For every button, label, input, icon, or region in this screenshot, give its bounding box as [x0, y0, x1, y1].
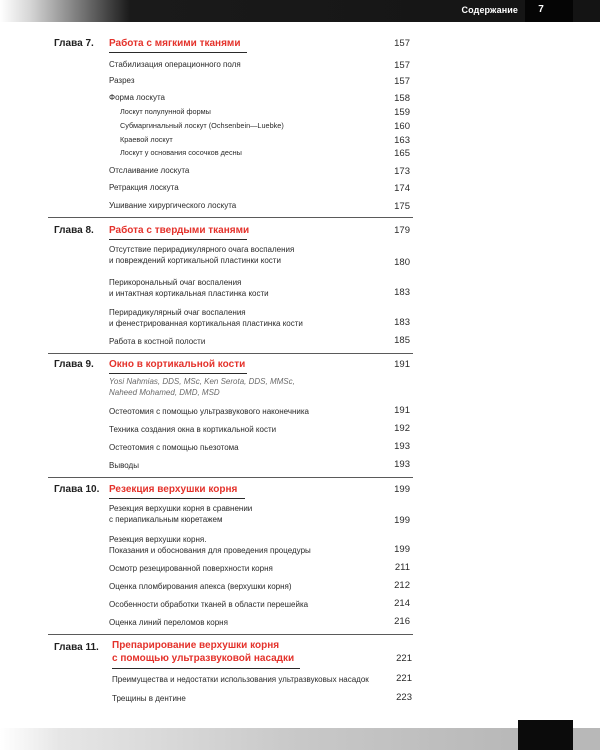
toc-entry[interactable] — [0, 245, 600, 271]
page-ref: 157 — [394, 38, 410, 49]
chapter-label: Глава 7. — [54, 38, 94, 49]
entry-text: Техника создания окна в кортикальной кости — [109, 425, 277, 434]
entry-text: Остеотомия с помощью пьезотома — [109, 443, 239, 452]
page-ref: 165 — [394, 148, 410, 159]
toc-entry[interactable] — [0, 692, 600, 706]
entry-text-line: и повреждений кортикальной пластинки кости — [109, 256, 281, 265]
toc-entry[interactable] — [0, 405, 600, 419]
toc-subentry[interactable] — [0, 135, 600, 149]
toc-entry[interactable] — [0, 504, 600, 530]
toc-entry[interactable] — [0, 535, 600, 561]
toc-entry[interactable] — [0, 616, 600, 630]
page-ref: 199 — [394, 544, 410, 555]
title-underline — [109, 373, 247, 374]
toc-entry[interactable] — [0, 673, 600, 687]
page-ref: 221 — [396, 653, 412, 664]
page-ref: 199 — [394, 515, 410, 526]
page-ref: 180 — [394, 257, 410, 268]
chapter-title: Работа с твердыми тканями — [109, 225, 250, 236]
page-ref: 193 — [394, 441, 410, 452]
footer-page-tab — [518, 720, 573, 750]
chapter-label: Глава 9. — [54, 359, 94, 370]
page-ref: 212 — [394, 580, 410, 591]
page-ref: 179 — [394, 225, 410, 236]
page-ref: 216 — [394, 616, 410, 627]
entry-text: Работа в костной полости — [109, 337, 206, 346]
entry-text: Форма лоскута — [109, 93, 165, 102]
section-label: Содержание — [461, 5, 518, 15]
chapter-title-line: с помощью ультразвуковой насадки — [112, 653, 295, 664]
chapter-label: Глава 10. — [54, 484, 100, 495]
chapter-label: Глава 11. — [54, 642, 99, 653]
footer-bar — [0, 728, 600, 750]
entry-text: Трещины в дентине — [112, 694, 186, 703]
chapter-divider — [48, 634, 413, 635]
entry-text-line: и фенестрированная кортикальная пластинка кости — [109, 319, 303, 328]
page-ref: 173 — [394, 166, 410, 177]
toc-entry[interactable] — [0, 308, 600, 334]
entry-text: Оценка линий переломов корня — [109, 618, 228, 627]
toc-entry[interactable] — [0, 459, 600, 473]
author-line: Naheed Mohamed, DMD, MSD — [109, 388, 220, 397]
chapter-divider — [48, 477, 413, 478]
toc-entry[interactable] — [0, 441, 600, 455]
chapter-heading[interactable] — [0, 38, 600, 52]
title-underline — [112, 668, 300, 669]
page-ref: 199 — [394, 484, 410, 495]
entry-text: Выводы — [109, 461, 139, 470]
entry-text: Субмаргинальный лоскут (Ochsenbein—Luebke) — [120, 121, 284, 130]
page-ref: 175 — [394, 201, 410, 212]
entry-text: Особенности обработки тканей в области перешейка — [109, 600, 309, 609]
entry-text: Лоскут полулунной формы — [120, 107, 211, 116]
page-ref: 157 — [394, 76, 410, 87]
entry-text: Ушивание хирургического лоскута — [109, 201, 237, 210]
entry-text: Оценка пломбирования апекса (верхушки корня) — [109, 582, 292, 591]
header-bar — [0, 0, 600, 22]
entry-text: Стабилизация операционного поля — [109, 60, 241, 69]
page-ref: 174 — [394, 183, 410, 194]
page-ref: 193 — [394, 459, 410, 470]
chapter-divider — [48, 217, 413, 218]
entry-text-line: Показания и обоснования для проведения процедуры — [109, 546, 311, 555]
toc-entry[interactable] — [0, 76, 600, 90]
toc-entry[interactable] — [0, 166, 600, 180]
chapter-title: Резекция верхушки корня — [109, 484, 238, 495]
entry-text: Ретракция лоскута — [109, 183, 179, 192]
entry-text: Преимущества и недостатки использования ультразвуковых насадок — [112, 675, 369, 684]
chapter-divider — [48, 353, 413, 354]
chapter-title: Окно в кортикальной кости — [109, 359, 246, 370]
title-underline — [109, 498, 245, 499]
toc-subentry[interactable] — [0, 148, 600, 162]
entry-text: Остеотомия с помощью ультразвукового наконечника — [109, 407, 309, 416]
page-ref: 191 — [394, 405, 410, 416]
toc-entry[interactable] — [0, 93, 600, 107]
toc-entry[interactable] — [0, 562, 600, 576]
entry-text-line: Резекция верхушки корня в сравнении — [109, 504, 253, 513]
entry-text-line: Резекция верхушки корня. — [109, 535, 207, 544]
page-ref: 158 — [394, 93, 410, 104]
page-ref: 159 — [394, 107, 410, 118]
chapter-heading[interactable] — [0, 640, 600, 670]
page-ref: 183 — [394, 317, 410, 328]
toc-entry[interactable] — [0, 335, 600, 349]
title-underline — [109, 52, 247, 53]
entry-text-line: Перирадикулярный очаг воспаления — [109, 308, 246, 317]
page-ref: 163 — [394, 135, 410, 146]
chapter-title-line: Препарирование верхушки корня — [112, 640, 280, 651]
toc-entry[interactable] — [0, 423, 600, 437]
page-number: 7 — [538, 4, 544, 15]
entry-text-line: Отсутствие перирадикулярного очага воспаления — [109, 245, 295, 254]
title-underline — [109, 239, 247, 240]
entry-text-line: с периапикальным кюретажем — [109, 515, 223, 524]
chapter-heading[interactable] — [0, 484, 600, 498]
page-ref: 192 — [394, 423, 410, 434]
page-ref: 191 — [394, 359, 410, 370]
toc-entry[interactable] — [0, 183, 600, 197]
chapter-heading[interactable] — [0, 225, 600, 239]
entry-text-line: и интактная кортикальная пластинка кости — [109, 289, 269, 298]
toc-subentry[interactable] — [0, 121, 600, 135]
page-ref: 223 — [396, 692, 412, 703]
toc-entry[interactable] — [0, 580, 600, 594]
page-ref: 157 — [394, 60, 410, 71]
page-ref: 183 — [394, 287, 410, 298]
page-ref: 221 — [396, 673, 412, 684]
chapter-title: Работа с мягкими тканями — [109, 38, 241, 49]
author-line: Yosi Nahmias, DDS, MSc, Ken Serota, DDS, MMSc, — [109, 377, 295, 386]
toc-subentry[interactable] — [0, 107, 600, 121]
page-ref: 185 — [394, 335, 410, 346]
page-ref: 211 — [394, 562, 410, 573]
page-ref: 160 — [394, 121, 410, 132]
entry-text-line: Перикорональный очаг воспаления — [109, 278, 242, 287]
page-number-tab — [525, 0, 573, 22]
entry-text: Лоскут у основания сосочков десны — [120, 148, 242, 157]
toc-entry[interactable] — [0, 278, 600, 304]
toc-entry[interactable] — [0, 60, 600, 74]
entry-text: Разрез — [109, 76, 135, 85]
chapter-label: Глава 8. — [54, 225, 94, 236]
chapter-heading[interactable] — [0, 359, 600, 373]
toc-entry[interactable] — [0, 201, 600, 215]
chapter-authors — [0, 377, 600, 401]
entry-text: Осмотр резецированной поверхности корня — [109, 564, 273, 573]
entry-text: Отслаивание лоскута — [109, 166, 190, 175]
page-ref: 214 — [394, 598, 410, 609]
toc-entry[interactable] — [0, 598, 600, 612]
entry-text: Краевой лоскут — [120, 135, 173, 144]
